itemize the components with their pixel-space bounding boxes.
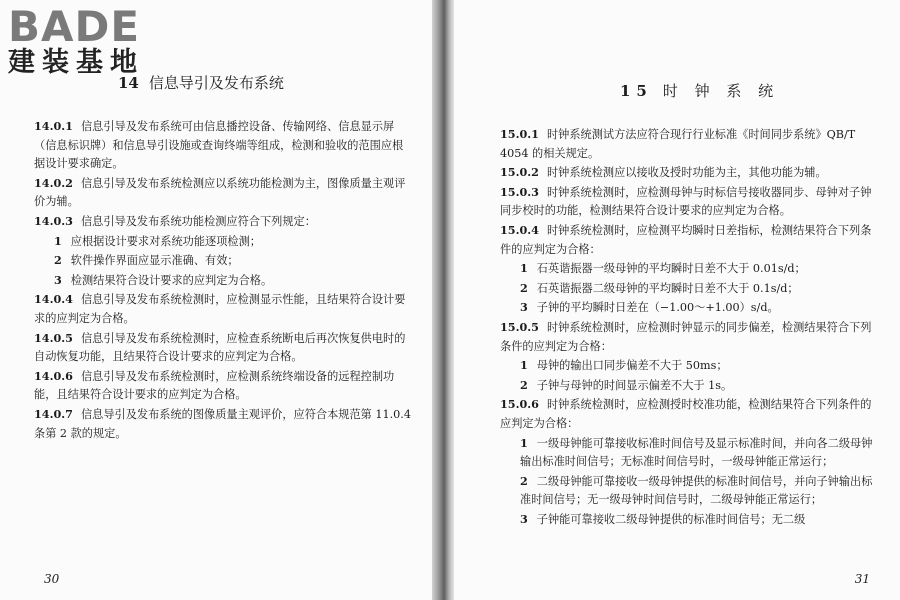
- left-page-body: [34, 117, 412, 443]
- item-text: 石英谐振器二级母钟的平均瞬时日差不大于 0.1s/d；: [536, 281, 799, 295]
- clause-text: 信息引导及发布系统检测时，应检测系统终端设备的远程控制功能，且结果符合设计要求的应判定为合格。: [34, 369, 395, 402]
- chapter-title-text: 时 钟 系 统: [662, 82, 780, 100]
- clause-14-0-4: [34, 290, 412, 328]
- item-text: 子钟能可靠接收二级母钟提供的标准时间信号；无二级: [536, 512, 806, 526]
- item-number: 2: [520, 280, 528, 295]
- clause-15-0-3: [500, 183, 878, 221]
- clause-text: 时钟系统测试方法应符合现行行业标准《时间同步系统》QB/T 4054 的相关规定。: [500, 128, 856, 160]
- clause-number: 14.0.6: [34, 368, 73, 383]
- clause-15-0-6: [500, 395, 878, 433]
- logo-wordmark: BADE: [8, 2, 141, 51]
- list-item: [54, 271, 412, 291]
- item-text: 石英谐振器一级母钟的平均瞬时日差不大于 0.01s/d；: [536, 262, 806, 276]
- bade-logo: [8, 2, 176, 78]
- clause-text: 时钟系统检测时，应检测母钟与时标信号接收器同步、母钟对子钟同步校时的功能，检测结果符合设计要求的应判定为合格。: [500, 185, 872, 218]
- list-item: [520, 279, 878, 299]
- clause-text: 信息引导及发布系统检测应以系统功能检测为主，图像质量主观评价为辅。: [34, 176, 406, 209]
- clause-number: 14.0.4: [34, 292, 73, 307]
- clause-number: 14.0.7: [34, 406, 73, 421]
- clause-15-0-4: [500, 221, 878, 259]
- list-item: [520, 472, 878, 510]
- clause-15-0-1: [500, 125, 878, 163]
- clause-15-0-2: [500, 163, 878, 183]
- clause-15-0-5: [500, 318, 878, 356]
- item-text: 子钟的平均瞬时日差在（−1.00～+1.00）s/d。: [536, 301, 779, 315]
- right-page-body: [500, 125, 878, 529]
- chapter-15-title: [620, 80, 779, 101]
- clause-number: 14.0.1: [34, 119, 73, 133]
- clause-number: 14.0.3: [34, 213, 73, 228]
- clause-text: 信息引导及发布系统检测时，应检测显示性能，且结果符合设计要求的应判定为合格。: [34, 293, 406, 325]
- item-number: 2: [520, 377, 528, 392]
- item-text: 子钟与母钟的时间显示偏差不大于 1s。: [536, 378, 733, 392]
- left-page: [0, 0, 432, 600]
- item-text: 软件操作界面应显示准确、有效；: [70, 254, 239, 268]
- item-number: 1: [520, 358, 528, 373]
- clause-number: 15.0.3: [500, 184, 539, 199]
- item-text: 二级母钟能可靠接收一级母钟提供的标准时间信号，并向子钟输出标准时间信号；无一级母钟时间信号时，二级母钟能正常运行；: [520, 474, 873, 507]
- page-number: 30: [44, 572, 60, 586]
- clause-number: 15.0.4: [500, 222, 539, 237]
- book-gutter: [432, 0, 454, 600]
- item-number: 1: [54, 233, 62, 248]
- logo-subtitle: 建装基地: [8, 47, 144, 78]
- item-text: 一级母钟能可靠接收标准时间信号及显示标准时间，并向各二级母钟输出标准时间信号；无标准时间信号时，一级母钟能正常运行；: [520, 436, 873, 469]
- list-item: [54, 232, 412, 252]
- chapter-number: 14: [118, 74, 139, 92]
- item-number: 3: [520, 511, 528, 526]
- chapter-number: 15: [620, 82, 653, 100]
- item-text: 应根据设计要求对系统功能逐项检测；: [70, 234, 261, 248]
- list-item: [520, 356, 878, 376]
- clause-14-0-3: [34, 212, 412, 232]
- list-item: [54, 251, 412, 271]
- list-item: [520, 434, 878, 472]
- item-text: 检测结果符合设计要求的应判定为合格。: [70, 273, 273, 287]
- item-number: 1: [520, 435, 528, 450]
- page-number: 31: [854, 572, 870, 586]
- clause-text: 信息导引及发布系统的图像质量主观评价，应符合本规范第 11.0.4 条第 2 款的规定。: [34, 407, 411, 440]
- clause-14-0-1: [34, 117, 412, 174]
- chapter-14-title: [118, 72, 284, 93]
- clause-text: 信息引导及发布系统可由信息播控设备、传输网络、信息显示屏（信息标识牌）和信息导引设施或查询终端等组成，检测和验收的范围应根据设计要求确定。: [34, 120, 404, 171]
- list-item: [520, 376, 878, 396]
- list-item: [520, 510, 878, 530]
- clause-text: 时钟系统检测时，应检测时钟显示的同步偏差，检测结果符合下列条件的应判定为合格：: [500, 320, 872, 353]
- item-number: 3: [54, 272, 62, 287]
- chapter-title-text: 信息导引及发布系统: [148, 74, 284, 92]
- clause-number: 15.0.6: [500, 397, 539, 412]
- clause-number: 15.0.2: [500, 165, 539, 180]
- list-item: [520, 259, 878, 279]
- clause-text: 时钟系统检测时，应检测授时校准功能，检测结果符合下列条件的应判定为合格：: [500, 398, 872, 430]
- clause-14-0-5: [34, 329, 412, 367]
- list-item: [520, 298, 878, 318]
- item-number: 1: [520, 261, 528, 276]
- clause-number: 15.0.5: [500, 319, 539, 334]
- clause-number: 15.0.1: [500, 127, 539, 141]
- clause-text: 时钟系统检测应以接收及授时功能为主，其他功能为辅。: [546, 166, 827, 180]
- clause-14-0-6: [34, 367, 412, 405]
- clause-number: 14.0.5: [34, 330, 73, 345]
- clause-text: 时钟系统检测时，应检测平均瞬时日差指标，检测结果符合下列条件的应判定为合格：: [500, 223, 872, 256]
- item-number: 2: [520, 473, 528, 488]
- clause-text: 信息引导及发布系统功能检测应符合下列规定：: [80, 214, 316, 228]
- clause-14-0-2: [34, 174, 412, 212]
- clause-text: 信息引导及发布系统检测时，应检查系统断电后再次恢复供电时的自动恢复功能，且结果符合设计要求的应判定为合格。: [34, 331, 406, 364]
- item-text: 母钟的输出口同步偏差不大于 50ms；: [536, 359, 728, 373]
- right-page: [454, 0, 900, 600]
- clause-14-0-7: [34, 405, 412, 443]
- item-number: 2: [54, 253, 62, 268]
- item-number: 3: [520, 300, 528, 315]
- clause-number: 14.0.2: [34, 175, 73, 190]
